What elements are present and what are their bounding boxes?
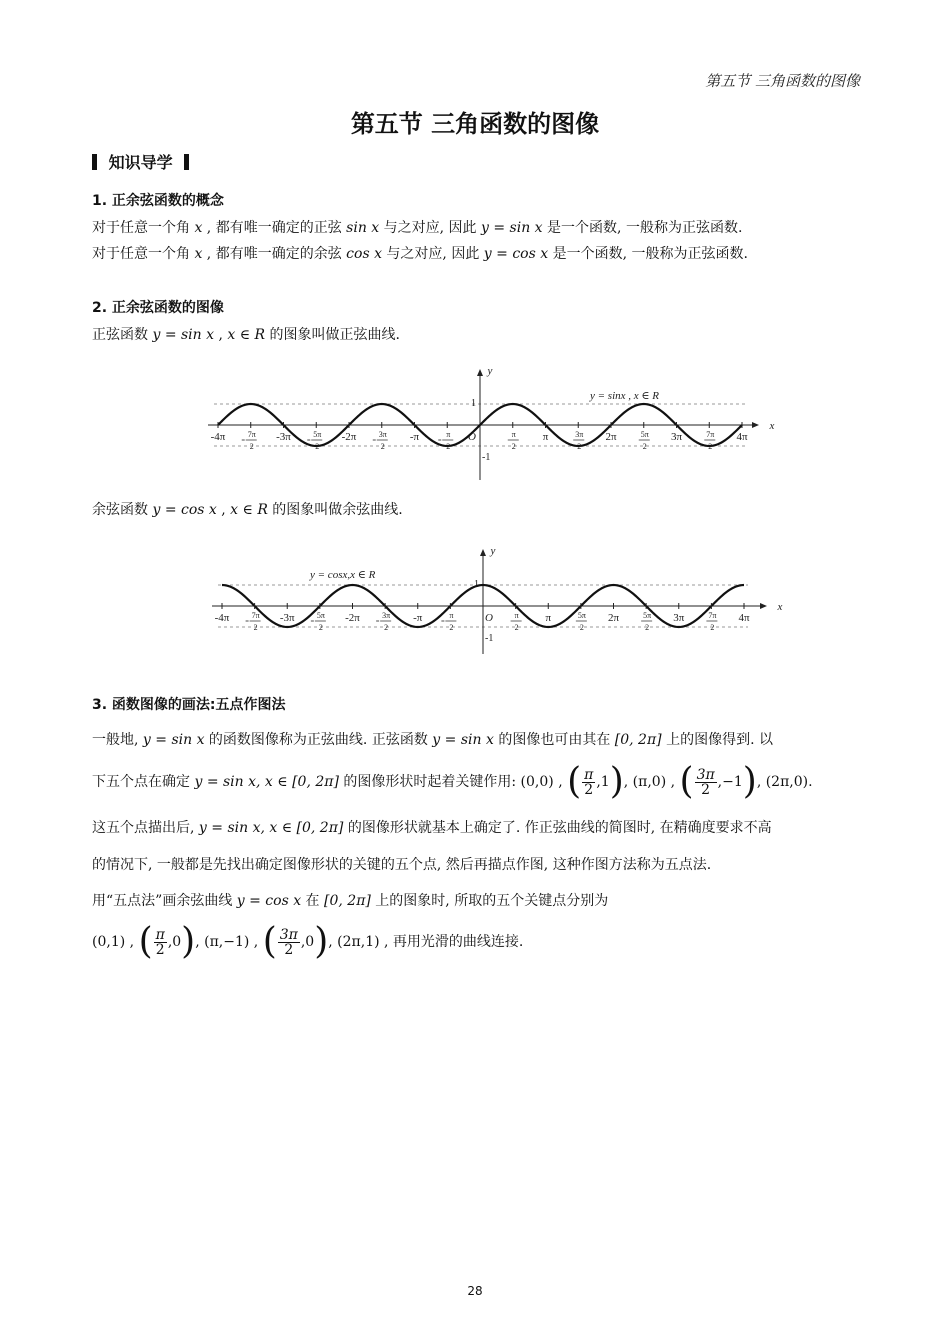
s3-para-4: 的情况下, 一般都是先找出确定图像形状的关键的五个点, 然后再描点作图, 这种作图方法称为五点法. bbox=[92, 857, 712, 873]
x-tick-num: π bbox=[511, 430, 516, 439]
x-tick-num: π bbox=[514, 611, 519, 620]
heading-2: 2. 正余弦函数的图像 bbox=[92, 300, 224, 316]
x-tick-fraction bbox=[704, 430, 715, 451]
section-label: 知识导学 bbox=[108, 153, 173, 172]
x-tick-fraction bbox=[576, 611, 587, 632]
x-tick-den: 2 bbox=[577, 442, 582, 451]
x-tick-fraction bbox=[639, 430, 650, 451]
x-tick-den: 2 bbox=[318, 623, 323, 632]
s3-para-1: 一般地, y = sin x 的函数图像称为正弦曲线. 正弦函数 y = sin x 的图像也可由其在 [0, 2π] 上的图像得到. 以 bbox=[92, 732, 773, 748]
page-number: 28 bbox=[467, 1284, 483, 1298]
x-tick-num: 5π bbox=[313, 430, 322, 439]
x-axis-arrow bbox=[760, 603, 767, 609]
x-tick-num: 3π bbox=[575, 430, 584, 439]
x-tick-num: 5π bbox=[316, 611, 325, 620]
y-axis-label: y bbox=[490, 545, 496, 557]
x-tick-den: 2 bbox=[253, 623, 258, 632]
x-tick-fraction bbox=[242, 430, 257, 451]
running-header: 第五节 三角函数的图像 bbox=[705, 72, 860, 90]
s3-para-6: (0,1) , ( $\frac{\pi}{2}$ ,0), (π,−1) , ( $\frac{3\pi}{2}$ ,0), (2π,1) , 再用光滑的曲线连接. bbox=[92, 921, 524, 962]
x-tick-fraction bbox=[511, 611, 522, 632]
s3-para-5: 用“五点法”画余弦曲线 y = cos x 在 [0, 2π] 上的图象时, 所取的五个关键点分别为 bbox=[92, 893, 609, 909]
x-tick-num: 7π bbox=[247, 430, 256, 439]
x-tick-fraction bbox=[376, 611, 391, 632]
x-tick-num: 3π bbox=[378, 430, 387, 439]
x-tick-label: -2π bbox=[341, 431, 357, 443]
x-tick-label: 2π bbox=[605, 431, 617, 443]
x-tick-label: 2π bbox=[607, 612, 620, 624]
origin-label: O bbox=[485, 612, 493, 624]
y-axis-arrow bbox=[480, 549, 486, 556]
x-tick-den: 2 bbox=[380, 442, 385, 451]
y-tick-label: 1 bbox=[471, 398, 476, 409]
origin-label: O bbox=[468, 431, 476, 443]
x-tick-label: 3π bbox=[673, 612, 685, 624]
x-tick-num: π bbox=[449, 611, 454, 620]
x-tick-num: π bbox=[446, 430, 451, 439]
section-bar-left bbox=[92, 154, 97, 170]
x-tick-den: 2 bbox=[708, 442, 713, 451]
page-title: 第五节 三角函数的图像 bbox=[350, 110, 600, 138]
x-tick-fraction bbox=[373, 430, 388, 451]
y-axis-arrow bbox=[477, 369, 483, 376]
s3-para-3: 这五个点描出后, y = sin x, x ∈ [0, 2π] 的图像形状就基本上确定了. 作正弦曲线的简图时, 在精确度要求不高 bbox=[92, 820, 772, 836]
sine-chart bbox=[0, 362, 950, 490]
x-axis-label: x bbox=[777, 601, 783, 613]
x-tick-label: -4π bbox=[214, 612, 230, 624]
cos-description: 余弦函数 y = cos x , x ∈ R 的图象叫做余弦曲线. bbox=[92, 502, 403, 518]
x-tick-label: 4π bbox=[738, 612, 750, 624]
x-tick-label: -3π bbox=[276, 431, 291, 443]
y-tick-label: -1 bbox=[485, 633, 494, 644]
x-tick-den: 2 bbox=[315, 442, 320, 451]
x-axis-arrow bbox=[752, 422, 759, 428]
x-tick-fraction bbox=[246, 611, 261, 632]
legend: y = sinx , x ∈ R bbox=[590, 390, 660, 402]
x-tick-label: 3π bbox=[670, 431, 683, 443]
x-tick-fraction bbox=[641, 611, 652, 632]
y-tick-label: -1 bbox=[482, 452, 491, 463]
x-tick-label: 4π bbox=[736, 431, 748, 443]
heading-1: 1. 正余弦函数的概念 bbox=[92, 193, 224, 209]
x-tick-label: -π bbox=[413, 612, 423, 624]
x-tick-label: -2π bbox=[345, 612, 360, 624]
x-tick-num: 7π bbox=[251, 611, 260, 620]
section-bar-right bbox=[184, 154, 189, 170]
s1-line-2: 对于任意一个角 x , 都有唯一确定的余弦 cos x 与之对应, 因此 y = cos x 是一个函数, 一般称为正弦函数. bbox=[92, 246, 748, 262]
x-tick-num: 7π bbox=[708, 611, 717, 620]
sin-description: 正弦函数 y = sin x , x ∈ R 的图象叫做正弦曲线. bbox=[92, 327, 400, 343]
x-axis-label: x bbox=[769, 420, 775, 432]
x-tick-num: 7π bbox=[706, 430, 715, 439]
heading-3: 3. 函数图像的画法:五点作图法 bbox=[92, 697, 286, 713]
x-tick-den: 2 bbox=[511, 442, 516, 451]
x-tick-fraction bbox=[508, 430, 519, 451]
s3-para-2: 下五个点在确定 y = sin x, x ∈ [0, 2π] 的图像形状时起着关键作用: (0,0) , ( $\frac{\pi}{2}$ ,1), (π,0) , ( $\frac{3\pi}{2}$ ,−1), (2π,0). bbox=[92, 761, 813, 802]
x-tick-den: 2 bbox=[645, 623, 650, 632]
x-tick-fraction bbox=[307, 430, 322, 451]
section-heading bbox=[92, 150, 189, 173]
x-tick-den: 2 bbox=[449, 623, 454, 632]
x-tick-num: 5π bbox=[577, 611, 586, 620]
x-tick-label: -3π bbox=[279, 612, 295, 624]
x-tick-den: 2 bbox=[642, 442, 647, 451]
x-tick-den: 2 bbox=[579, 623, 584, 632]
s1-line-1: 对于任意一个角 x , 都有唯一确定的正弦 sin x 与之对应, 因此 y = sin x 是一个函数, 一般称为正弦函数. bbox=[92, 220, 743, 236]
x-tick-label: π bbox=[542, 431, 549, 443]
x-tick-num: 5π bbox=[640, 430, 649, 439]
y-tick-label: 1 bbox=[474, 579, 479, 590]
x-tick-num: 5π bbox=[643, 611, 652, 620]
x-tick-den: 2 bbox=[710, 623, 715, 632]
x-tick-den: 2 bbox=[384, 623, 389, 632]
legend: y = cosx,x ∈ R bbox=[310, 569, 376, 581]
x-tick-den: 2 bbox=[514, 623, 519, 632]
x-tick-label: π bbox=[545, 612, 552, 624]
cosine-chart bbox=[0, 544, 950, 664]
x-tick-label: -π bbox=[409, 431, 420, 443]
x-tick-label: -4π bbox=[210, 431, 226, 443]
x-tick-fraction bbox=[438, 430, 453, 451]
x-tick-den: 2 bbox=[446, 442, 451, 451]
x-tick-den: 2 bbox=[249, 442, 254, 451]
x-tick-num: 3π bbox=[382, 611, 391, 620]
y-axis-label: y bbox=[487, 365, 493, 377]
x-tick-fraction bbox=[573, 430, 584, 451]
x-tick-fraction bbox=[706, 611, 717, 632]
